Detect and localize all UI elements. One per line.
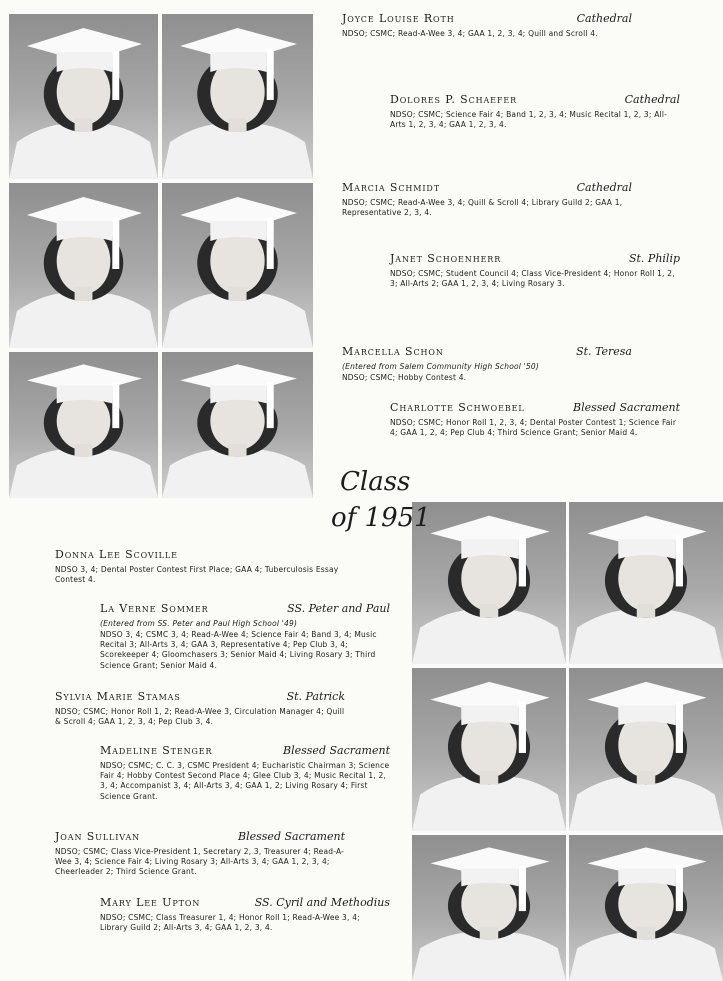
student-parish: St. Philip (628, 252, 680, 265)
student-entry-upton (100, 896, 390, 933)
student-entry-stenger (100, 744, 390, 802)
portrait-silhouette (569, 668, 723, 831)
student-activities: NDSO; CSMC; Honor Roll 1, 2, 3, 4; Dental Poster Contest 1; Science Fair 4; GAA 1, 2, 4; Pep Club 4; Third Science Grant; Senior Maid 4. (390, 418, 677, 438)
student-activities: NDSO; CSMC; Read-A-Wee 3, 4; Quill & Scroll 4; Library Guild 2; GAA 1, Representative 2, 3, 4. (342, 198, 623, 218)
student-activities: NDSO; CSMC; Student Council 4; Class Vice-President 4; Honor Roll 1, 2, 3; All-Arts 2; GAA 1, 2, 3, 4; Living Rosary 3. (390, 269, 675, 289)
student-name: La Verne Sommer (100, 602, 209, 615)
student-activities: NDSO; CSMC; Science Fair 4; Band 1, 2, 3, 4; Music Recital 1, 2, 3; All-Arts 1, 2, 3, 4; GAA 1, 2, 3, 4. (390, 110, 668, 130)
student-name: Donna Lee Scoville (55, 548, 178, 561)
portrait-photo (569, 835, 723, 981)
portrait-silhouette (162, 352, 313, 498)
portrait-silhouette (412, 668, 566, 831)
portrait-photo (412, 835, 566, 981)
student-entry-schaefer (390, 93, 680, 130)
student-parish: Blessed Sacrament (238, 830, 345, 843)
student-entry-schoenherr (390, 252, 680, 289)
student-entry-schon (342, 345, 632, 383)
portrait-silhouette (9, 352, 158, 498)
student-name: Charlotte Schwoebel (390, 401, 525, 414)
portrait-photo (9, 352, 158, 498)
student-activities: NDSO; CSMC; C. C. 3, CSMC President 4; Eucharistic Chairman 3; Science Fair 4; Hobby Contest Second Place 4; Glee Club 3, 4; Music Recital 1, 2, 3, 4; Accompanist 3, 4; All-Arts 3, 4; GAA 1, 2; Living Rosary 4; First Science Grant. (100, 761, 390, 801)
student-name: Marcella Schon (342, 345, 444, 358)
student-parish: Cathedral (576, 181, 632, 194)
student-name: Mary Lee Upton (100, 896, 201, 909)
student-parish: St. Patrick (286, 690, 345, 703)
student-entry-sommer (100, 602, 390, 671)
portrait-photo (162, 14, 313, 179)
student-entry-schwoebel (390, 401, 680, 438)
student-entry-scoville (55, 548, 345, 585)
portrait-silhouette (412, 835, 566, 981)
student-activities: NDSO; CSMC; Read-A-Wee 3, 4; GAA 1, 2, 3, 4; Quill and Scroll 4. (342, 29, 598, 38)
student-parish: St. Teresa (576, 345, 632, 358)
student-parish: Blessed Sacrament (283, 744, 390, 757)
student-activities: NDSO; CSMC; Class Vice-President 1, Secretary 2, 3, Treasurer 4; Read-A-Wee 3, 4; Science Fair 4; Living Rosary 3; All-Arts 3, 4; GAA 1, 2, 3, 4; Cheerleader 2; Third Science Grant. (55, 847, 345, 877)
portrait-photo (569, 502, 723, 664)
portrait-photo (9, 14, 158, 179)
student-transfer-note: (Entered from Salem Community High School '50) (342, 362, 539, 371)
student-activities: NDSO 3, 4; Dental Poster Contest First Place; GAA 4; Tuberculosis Essay Contest 4. (55, 565, 339, 585)
portrait-silhouette (162, 183, 313, 348)
portrait-photo (412, 668, 566, 831)
student-name: Sylvia Marie Stamas (55, 690, 181, 703)
class-title-line1: Class (340, 467, 411, 497)
portrait-photo (9, 183, 158, 348)
portrait-photo (162, 183, 313, 348)
student-parish: SS. Cyril and Methodius (254, 896, 390, 909)
student-entry-stamas (55, 690, 345, 727)
portrait-silhouette (569, 835, 723, 981)
student-name: Joan Sullivan (55, 830, 141, 843)
student-parish: Cathedral (624, 93, 680, 106)
portrait-silhouette (412, 502, 566, 664)
student-entry-roth (342, 12, 632, 39)
portrait-photo (412, 502, 566, 664)
portrait-photo (569, 668, 723, 831)
student-activities: NDSO; CSMC; Class Treasurer 1, 4; Honor Roll 1; Read-A-Wee 3, 4; Library Guild 2; All-Arts 3, 4; GAA 1, 2, 3, 4. (100, 913, 360, 933)
student-name: Marcia Schmidt (342, 181, 440, 194)
portrait-silhouette (569, 502, 723, 664)
student-activities: NDSO; CSMC; Hobby Contest 4. (342, 373, 467, 382)
student-transfer-note: (Entered from SS. Peter and Paul High School '49) (100, 619, 298, 628)
portrait-silhouette (9, 183, 158, 348)
portrait-silhouette (9, 14, 158, 179)
student-parish: Cathedral (576, 12, 632, 25)
student-entry-schmidt (342, 181, 632, 218)
student-activities: NDSO; CSMC; Honor Roll 1, 2; Read-A-Wee 3, Circulation Manager 4; Quill & Scroll 4; GAA 1, 2, 3, 4; Pep Club 3, 4. (55, 707, 345, 727)
student-name: Janet Schoenherr (390, 252, 502, 265)
student-name: Madeline Stenger (100, 744, 213, 757)
student-parish: Blessed Sacrament (573, 401, 680, 414)
class-title-line2: of 1951 (331, 503, 431, 533)
student-entry-sullivan (55, 830, 345, 878)
student-parish: SS. Peter and Paul (287, 602, 390, 615)
portrait-silhouette (162, 14, 313, 179)
student-activities: NDSO 3, 4; CSMC 3, 4; Read-A-Wee 4; Science Fair 4; Band 3, 4; Music Recital 3; All-Arts 3, 4; GAA 3, Representative 4; Pep Club 3, 4; Scorekeeper 4; Gloomchasers 3; Senior Maid 4; Living Rosary 3; Third Science Grant; Senior Maid 4. (100, 630, 377, 670)
portrait-photo (162, 352, 313, 498)
student-name: Dolores P. Schaefer (390, 93, 518, 106)
student-name: Joyce Louise Roth (342, 12, 455, 25)
